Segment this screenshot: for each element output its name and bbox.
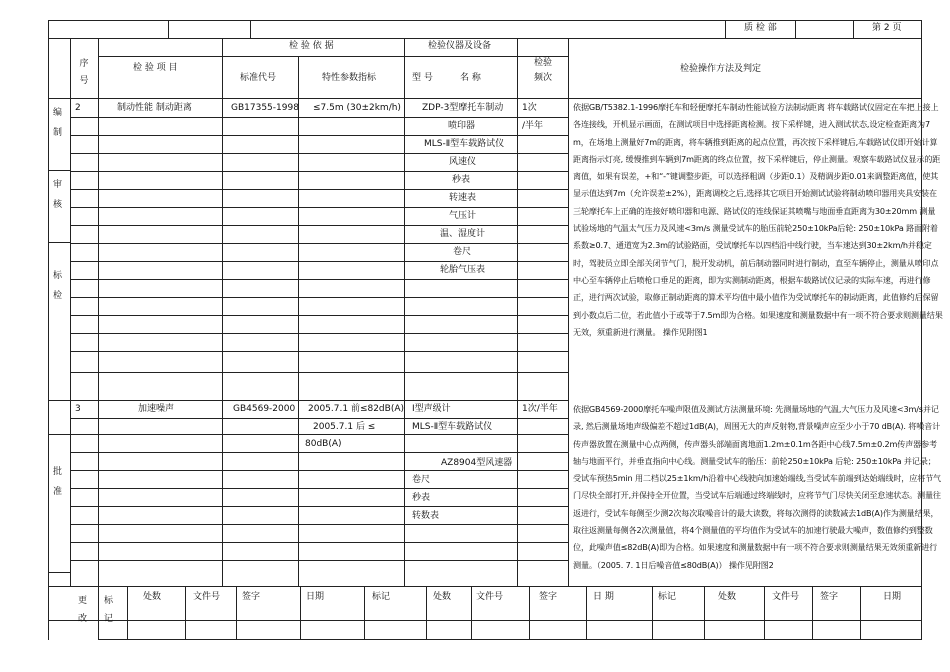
row2-spec-line2a: 2005.7.1 后 ≤ xyxy=(313,422,376,432)
row2-item: 加速噪声 xyxy=(138,404,175,414)
col-basis-header: 检 验 依 据 xyxy=(289,41,334,51)
col-item-header: 检 验 项 目 xyxy=(133,63,178,73)
footer-date-2: 日 期 xyxy=(593,592,614,602)
row1-spec: ≤7.5m (30±2km/h) xyxy=(313,103,401,113)
row1-standard: GB17355-1998 xyxy=(231,103,299,113)
footer-doc-no-2: 文件号 xyxy=(476,592,504,602)
footer-date-3: 日期 xyxy=(883,592,902,602)
row2-spec-line2b: 80dB(A) xyxy=(305,439,342,449)
row1-instrument-2: 喷印器 xyxy=(448,121,476,131)
footer-doc-no-3: 文件号 xyxy=(772,592,800,602)
col-frequency-header: 检验 频次 xyxy=(533,58,552,83)
footer-change-label: 更 改 xyxy=(78,596,88,624)
col-model-header: 型 号 xyxy=(412,73,433,83)
row1-item: 制动性能 制动距离 xyxy=(117,103,192,113)
col-instrument-header: 检验仪器及设备 xyxy=(428,41,492,51)
row1-instrument-6: 转速表 xyxy=(449,193,477,203)
footer-sign: 签字 xyxy=(242,592,261,602)
row1-instrument-8: 温、湿度计 xyxy=(440,229,486,239)
row2-frequency: 1次/半年 xyxy=(522,404,558,414)
col-standard-header: 标准代号 xyxy=(240,73,277,83)
side-label-approve: 批 准 xyxy=(53,467,63,497)
row2-spec-line1: 2005.7.1 前≤82dB(A) xyxy=(308,404,404,414)
side-label-compile: 编 制 xyxy=(53,108,63,138)
row2-instrument-3: AZ8904型风速器 xyxy=(441,458,513,468)
row2-instrument-4: 卷尺 xyxy=(412,475,431,485)
row1-instrument-4: 风速仪 xyxy=(449,157,477,167)
row1-seq: 2 xyxy=(75,103,81,113)
col-method-header: 检验操作方法及判定 xyxy=(680,64,762,74)
footer-count-2: 处数 xyxy=(433,592,452,602)
row2-method-text: 依据GB4569-2000摩托车噪声限值及测试方法测量环境: 先测量场地的气温,大气压力及风速<3m/s并记录, 然后测量场地声级偏差不超过1dB(A)，周围无大的声反射物,背景噪声应至少小于70 dB(A). 将噪音计传声器放置在测量中心点两侧，传声器头部端面离地面1.2m±0.1m各距中心线7.5m±0.2m传声器参考轴与地面平行，并垂直指向中心线。测量受试车的胎压：前轮250±10kPa 后轮: 250±10kPa 并记录；受试车预热5min 用二档以25±1km/h沿着中心线驶向加速始端线,当受试车前端到达始端线时，应将节气门尽快全部打开,并保持全开位置，当受试车后端通过终端线时，应将节气门尽快关闭至怠速状态。测量往返进行，受试车每侧至少测2次每次取噪音计的最大读数，将每次测得的读数减去1dB(A)作为测量结果，取往返测量每侧各2次测量值，将4个测量值的平均值作为受试车的加速行驶最大噪声，数值修约到整数位，此噪声值≤82dB(A)即为合格。如果速度和测量数据中有一项不符合要求则测量结果无效须重新进行测量。（2005. 7. 1日后噪音值≤80dB(A)） 操作见附图2 xyxy=(573,404,941,570)
footer-count-3: 处数 xyxy=(718,592,737,602)
row2-standard: GB4569-2000 xyxy=(233,404,296,414)
row1-instrument-10: 轮胎气压表 xyxy=(440,265,486,275)
row1-instrument-7: 气压计 xyxy=(449,211,477,221)
footer-sign-2: 签字 xyxy=(539,592,558,602)
row1-instrument-3: MLS-Ⅱ型车载路试仪 xyxy=(424,139,505,149)
footer-doc-no: 文件号 xyxy=(193,592,221,602)
footer-count: 处数 xyxy=(143,592,162,602)
row1-frequency-1: 1次 xyxy=(522,103,537,113)
dept-label: 质 检 部 xyxy=(744,23,777,33)
side-label-standardize: 标 检 xyxy=(53,271,63,301)
row2-seq: 3 xyxy=(75,404,81,414)
col-seq-header: 序 号 xyxy=(79,59,89,86)
row1-instrument-9: 卷尺 xyxy=(453,247,472,257)
row1-instrument-1: ZDP-3型摩托车制动 xyxy=(422,103,504,113)
row2-instrument-2: MLS-Ⅱ型车载路试仪 xyxy=(412,422,493,432)
footer-mark-3: 标记 xyxy=(658,592,677,602)
footer-mark: 标 记 xyxy=(104,596,114,624)
footer-sign-3: 签字 xyxy=(820,592,839,602)
col-characteristic-header: 特性参数指标 xyxy=(322,73,377,83)
footer-mark-2: 标记 xyxy=(372,592,391,602)
row1-instrument-5: 秒表 xyxy=(452,175,471,185)
row1-method-text: 依据GB/T5382.1-1996摩托车和轻便摩托车制动性能试验方法制动距离 将车载路试仪固定在车把上接上各连接线，开机显示画面，在测试项目中选择距离检测。按下采样键，进入测试状态,设定检查距离为7m，在场地上测量好7m的距离，将车辆推到距离的起点位置，再次按下采样键后,车载路试仪即开始计算距离指示灯亮, 缓慢推到车辆到7m距离的终点位置，按下采样键后，停止测量。观察车载路试仪显示的距离值，如果有误差，+和“-”键调整步距，可以选择粗调（步距0.1）及精调步距0.01来调整距离值，使其显示值达到7m（允许误差±2%），距离调校之后,选择其它项目开始测试试验将制动喷印器用夹具安装在三轮摩托车上正确的连接好喷印器和电源、路试仪的连线保证其喷嘴与地面垂直距离为30±20mm 测量试验场地的气温太气压力及风速<3m/s 测量受试车的胎压前轮250±10kPa后轮: 250±10kPa 路面附着系数≥0.7、通道宽为2.3m的试验路面，受试摩托车以四档沿中线行驶，当车速达到30±2km/h并稳定时，驾驶员立即全部关闭节气门，脱开发动机，前后制动器同时进行制动，直至车辆停止，测量从喷印点中心至车辆停止后喷枪口垂足的距离，即为实测制动距离，根据车载路试仪记录的实际车速，再进行修正，进行两次试验，取修正制动距离的算术平均值中最小值作为受试摩托车的制动距离，此值修约后保留到小数点后二位，若此值小于或等于7.5m即为合格。如果速度和测量数据中有一项不符合要求则测量结果无效，须重新进行测量。 操作见附图1 xyxy=(573,102,943,337)
row2-instrument-6: 转数表 xyxy=(412,511,440,521)
side-label-review: 审 核 xyxy=(53,180,63,210)
footer-date: 日期 xyxy=(306,592,325,602)
page-label: 第 2 页 xyxy=(872,23,902,33)
row2-instrument-1: Ⅰ型声级计 xyxy=(412,404,451,414)
row2-instrument-5: 秒表 xyxy=(412,493,431,503)
col-name-header: 名 称 xyxy=(460,73,481,83)
row1-frequency-2: /半年 xyxy=(522,121,544,131)
